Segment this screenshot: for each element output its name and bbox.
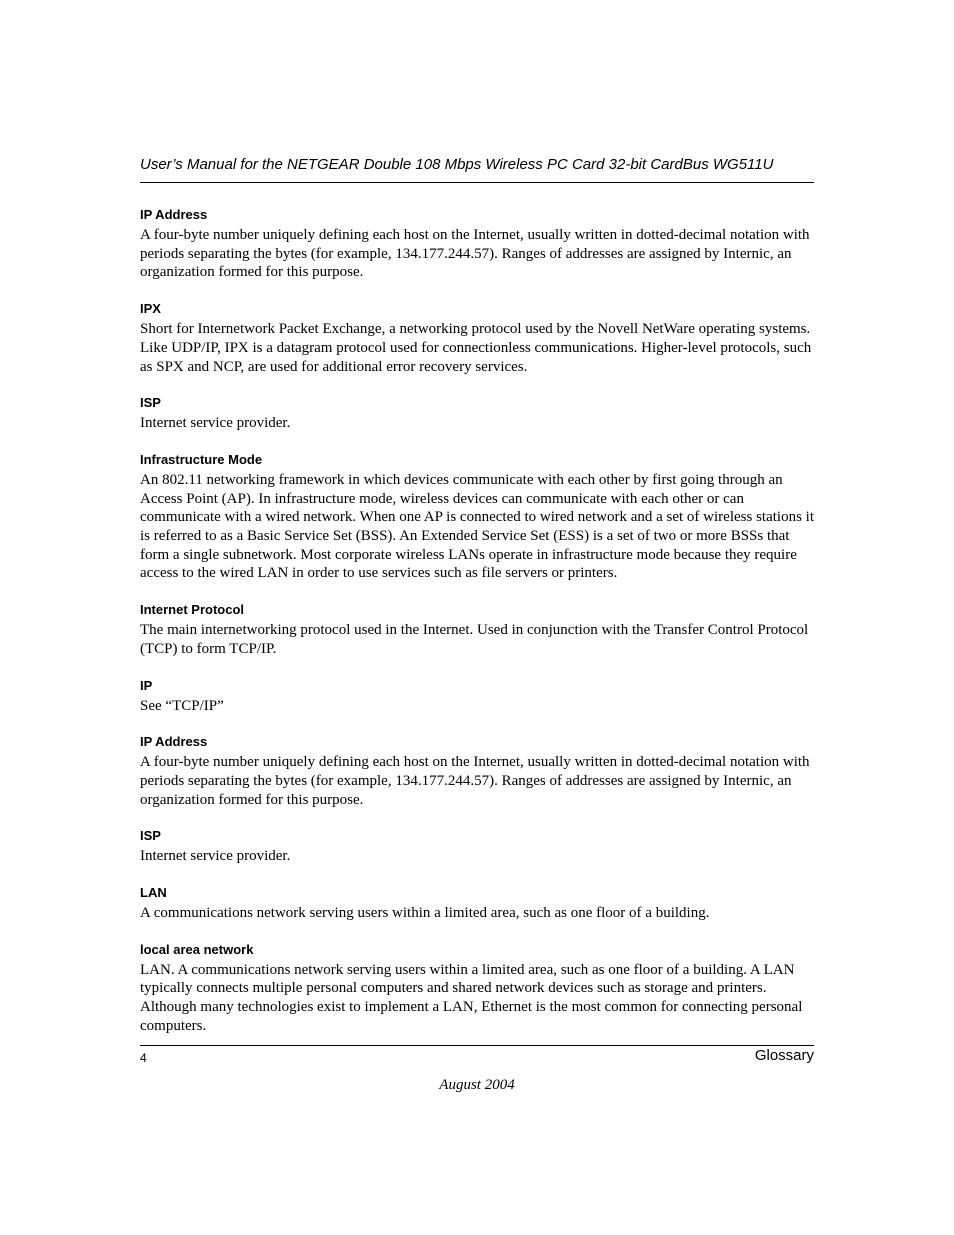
glossary-definition: An 802.11 networking framework in which devices communicate with each other by first going through an Access Point (AP). In infrastructure mode, wireless devices can communicate with each other or can communicate with a wired network. When one AP is connected to wired network and a set of wireless stations it is referred to as a Basic Service Set (BSS). An Extended Service Set (ESS) is a set of two or more BSSs that form a single subnetwork. Most corporate wireless LANs operate in infrastructure mode because they require access to the wired LAN in order to use services such as file servers or printers. (140, 471, 814, 582)
glossary-entry-internet-protocol (140, 601, 814, 658)
glossary-entry-lan (140, 884, 814, 923)
glossary-entry-ip (140, 677, 814, 716)
running-header: User’s Manual for the NETGEAR Double 108 Mbps Wireless PC Card 32-bit CardBus WG511U (140, 156, 774, 173)
glossary-entry-ip-address (140, 206, 814, 282)
glossary-term: ISP (140, 395, 161, 411)
glossary-definition: See “TCP/IP” (140, 697, 224, 714)
page-number: 4 (140, 1051, 147, 1065)
glossary-term: IP (140, 677, 153, 693)
glossary-definition: A four-byte number uniquely defining each host on the Internet, usually written in dotted-decimal notation with periods separating the bytes (for example, 134.177.244.57). Ranges of addresses are assigned by Internic, an organization formed for this purpose. (140, 754, 810, 808)
footer-date: August 2004 (439, 1077, 515, 1093)
glossary-term: LAN (140, 885, 167, 901)
glossary-term: local area network (140, 941, 254, 957)
glossary-term: ISP (140, 828, 161, 844)
glossary-term: Internet Protocol (140, 602, 245, 618)
glossary-definition: A four-byte number uniquely defining each host on the Internet, usually written in dotted-decimal notation with periods separating the bytes (for example, 134.177.244.57). Ranges of addresses are assigned by Internic, an organization formed for this purpose. (140, 227, 810, 281)
glossary-entry-isp (140, 394, 814, 433)
glossary-entry-local-area-network (140, 941, 814, 1036)
glossary-term: Infrastructure Mode (140, 451, 263, 467)
glossary-entry-ip-address-2 (140, 733, 814, 809)
glossary-definition: A communications network serving users within a limited area, such as one floor of a building. (140, 905, 710, 922)
glossary-term: IPX (140, 301, 161, 317)
glossary-definition: Internet service provider. (140, 415, 291, 432)
section-name: Glossary (754, 1047, 814, 1064)
header-rule (140, 182, 814, 183)
glossary-term: IP Address (140, 207, 208, 222)
glossary-entry-infrastructure-mode (140, 451, 814, 583)
glossary-content (140, 206, 814, 1054)
glossary-term: IP Address (140, 734, 208, 750)
glossary-entry-isp-2 (140, 827, 814, 866)
glossary-definition: LAN. A communications network serving users within a limited area, such as one floor of a building. A LAN typically connects multiple personal computers and shared network devices such as storage and printers. Although many technologies exist to implement a LAN, Ethernet is the most common for connecting personal computers. (140, 961, 803, 1034)
glossary-definition: Short for Internetwork Packet Exchange, a networking protocol used by the Novell NetWare operating systems. Like UDP/IP, IPX is a datagram protocol used for connectionless communications. Higher-level protocols, such as SPX and NCP, are used for additional error recovery services. (140, 321, 812, 375)
glossary-definition: The main internetworking protocol used in the Internet. Used in conjunction with the Transfer Control Protocol (TCP) to form TCP/IP. (140, 622, 809, 657)
glossary-definition: Internet service provider. (140, 848, 291, 865)
footer-rule (140, 1045, 814, 1046)
glossary-entry-ipx (140, 300, 814, 376)
